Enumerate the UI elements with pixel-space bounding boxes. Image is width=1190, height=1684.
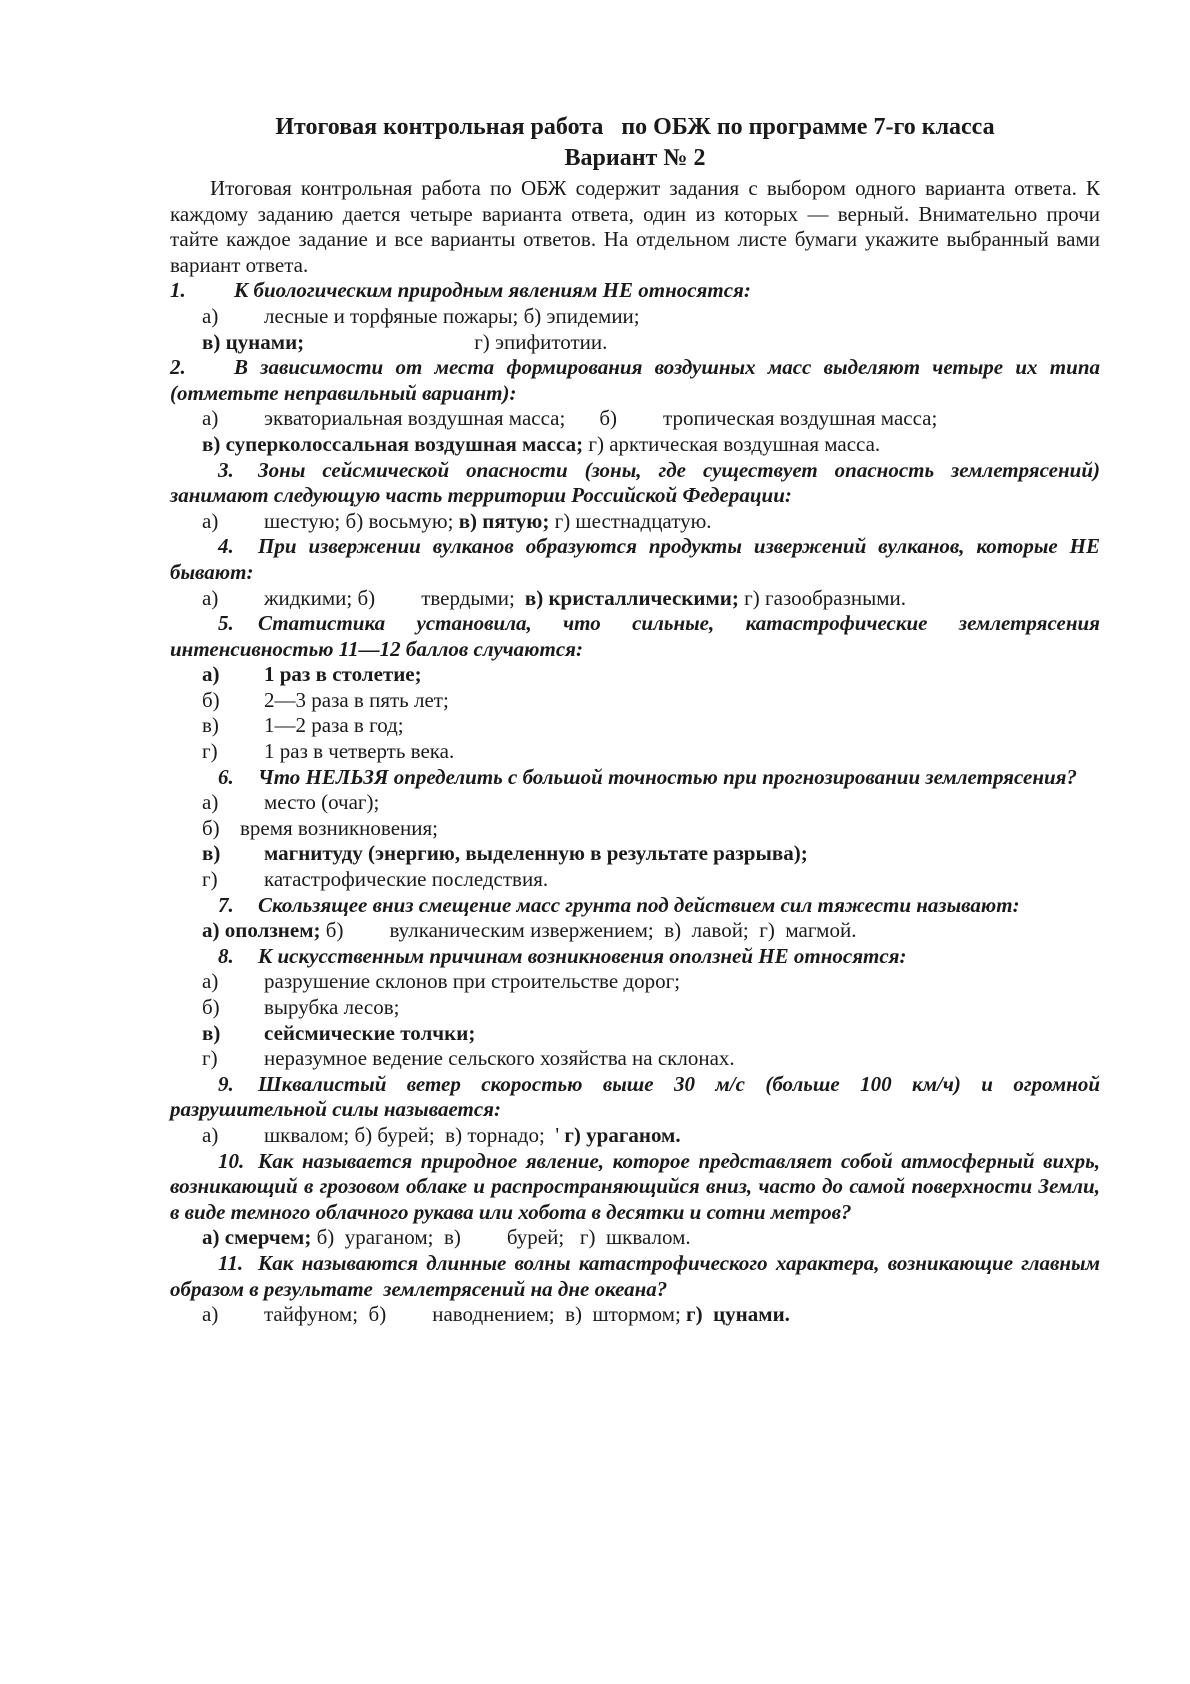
option-text: время возникновения; xyxy=(240,815,439,840)
option-text: г) шестнадцатую. xyxy=(554,508,712,533)
question-text: К биологическим природным явлениям НЕ относятся: xyxy=(234,278,751,303)
option-text: б) эпидемии; xyxy=(523,303,640,328)
option-label: б) xyxy=(357,585,376,610)
question-number: 8. xyxy=(218,943,234,968)
q11-options-line xyxy=(170,1302,1100,1328)
option-label: а) xyxy=(202,585,219,610)
correct-option: в) цунами; xyxy=(202,329,305,354)
question-2 xyxy=(170,355,1100,406)
option-text: разрушение склонов при строительстве дорог; xyxy=(264,969,681,994)
question-11 xyxy=(170,1250,1106,1302)
q5-option-d xyxy=(170,739,1100,765)
question-9 xyxy=(170,1072,1100,1123)
option-text: катастрофические последствия. xyxy=(264,867,549,892)
option-label: а) xyxy=(202,406,219,431)
question-number: 4. xyxy=(218,534,234,559)
q5-option-c xyxy=(170,713,1100,739)
option-text: экваториальная воздушная масса; xyxy=(264,406,566,431)
option-text: шестую; xyxy=(264,508,341,533)
correct-option: а) оползнем; xyxy=(202,918,321,943)
q6-option-c xyxy=(170,841,1100,867)
option-label: б) xyxy=(599,406,618,431)
correct-option: а) смерчем; xyxy=(202,1225,312,1250)
q8-option-b xyxy=(170,995,1100,1021)
title-line-2: Вариант № 2 xyxy=(564,145,706,171)
option-label: г) xyxy=(202,739,218,764)
q5-option-a xyxy=(170,662,1100,688)
option-text: 2—3 раза в пять лет; xyxy=(264,687,449,712)
correct-option: в) суперколоссальная воздушная масса; xyxy=(202,431,584,456)
option-text: наводнением; в) штормом; xyxy=(432,1302,681,1327)
option-text: г) эпифитотии. xyxy=(474,329,608,354)
q1-options-line-1 xyxy=(170,304,1100,330)
q6-option-d xyxy=(170,867,1100,893)
option-text: лесные и торфяные пожары; xyxy=(264,303,519,328)
q6-option-b xyxy=(170,816,1100,842)
question-number: 9. xyxy=(218,1071,234,1096)
option-text: г) газообразными. xyxy=(744,585,907,610)
question-text: Зоны сейсмической опасности (зоны, где существует опасность землетрясений) занимают следующую часть территории Российской Федерации: xyxy=(170,457,1100,508)
option-text: жидкими; xyxy=(264,585,353,610)
option-label: г) xyxy=(202,1046,218,1071)
question-number: 2. xyxy=(170,355,186,380)
option-label: г) xyxy=(202,867,218,892)
question-text: При извержении вулканов образуются продукты извержений вулканов, которые НЕ бывают: xyxy=(170,534,1100,584)
option-label: а) xyxy=(202,790,219,815)
question-8 xyxy=(170,944,1100,970)
question-text: Что НЕЛЬЗЯ определить с большой точностью при прогнозировании землетрясения? xyxy=(258,764,1077,789)
q7-options-line xyxy=(170,918,1100,944)
q1-options-line-2 xyxy=(170,330,1100,356)
option-text: вулканическим извержением; в) лавой; г) магмой. xyxy=(389,918,857,943)
question-text: Статистика установила, что сильные, катастрофические землетрясения интенсивностью 11—12 баллов случаются: xyxy=(170,611,1100,661)
option-label: а) xyxy=(202,303,219,328)
question-number: 5. xyxy=(218,611,234,636)
question-1 xyxy=(170,278,1100,304)
question-number: 6. xyxy=(218,764,234,789)
question-text: Шквалистый ветер скоростью выше 30 м/с (больше 100 км/ч) и огромной разрушительной силы называется: xyxy=(170,1071,1100,1122)
option-label: в) xyxy=(202,841,221,866)
q2-options-line-1 xyxy=(170,406,1100,432)
title-line-1: Итоговая контрольная работа по ОБЖ по программе 7-го класса xyxy=(275,114,995,140)
question-3 xyxy=(170,458,1100,509)
option-label: а) xyxy=(202,508,219,533)
question-10 xyxy=(170,1149,1100,1226)
option-text: б) ураганом; в) xyxy=(316,1225,461,1250)
option-text: б) восьмую; xyxy=(345,508,454,533)
option-label: а) xyxy=(202,1122,219,1147)
option-label: б) xyxy=(202,995,220,1019)
question-7 xyxy=(170,893,1100,919)
question-text: К искусственным причинам возникновения оползней НЕ относятся: xyxy=(258,943,907,968)
question-number: 1. xyxy=(170,278,186,303)
option-text: неразумное ведение сельского хозяйства на склонах. xyxy=(264,1046,735,1071)
q8-option-c xyxy=(170,1021,1100,1047)
question-6 xyxy=(170,765,1100,791)
q8-option-a xyxy=(170,969,1100,995)
question-text: Как называется природное явление, которое представляет собой атмосферный вихрь, возникающий в грозовом облаке и распространяющийся вниз, часто до самой поверхности Земли, в виде темного облачного рукава или хобота в десятки и сотни метров? xyxy=(170,1148,1100,1224)
q9-options-line xyxy=(170,1123,1100,1149)
option-label: б) xyxy=(202,815,220,840)
q10-options-line xyxy=(170,1225,1100,1251)
option-label: б) xyxy=(325,918,344,943)
correct-option: в) кристаллическими; xyxy=(524,585,739,610)
option-label: а) xyxy=(202,1302,219,1327)
option-text: бурей; г) шквалом. xyxy=(506,1225,691,1250)
option-text: г) арктическая воздушная масса. xyxy=(588,431,881,456)
question-text: Как называются длинные волны катастрофического характера, возникающие главным образом в результате землетрясений на дне океана? xyxy=(170,1250,1106,1301)
question-number: 10. xyxy=(218,1148,245,1173)
option-label: а) xyxy=(202,662,220,687)
document-page xyxy=(170,112,1106,1328)
intro-paragraph: Итоговая контрольная работа по ОБЖ содержит задания с выбором одного варианта ответа. К каждому заданию дается четыре варианта ответа, один из которых — верный. Внимательно прочи тайте каждое задание и все варианты ответов. На отдельном листе бумаги укажите выбранный вами вариант ответа. xyxy=(170,176,1100,277)
question-number: 11. xyxy=(218,1250,244,1275)
option-text: 1—2 раза в год; xyxy=(264,713,404,738)
correct-option: г) ураганом. xyxy=(564,1122,681,1147)
option-text: 1 раз в четверть века. xyxy=(264,739,455,764)
q3-options-line xyxy=(170,509,1100,535)
q5-option-b xyxy=(170,688,1100,714)
option-text: место (очаг); xyxy=(264,790,380,815)
correct-option: магнитуду (энергию, выделенную в результате разрыва); xyxy=(264,841,808,866)
option-text: тайфуном; б) xyxy=(264,1302,387,1327)
question-number: 7. xyxy=(218,892,234,917)
option-text: вырубка лесов; xyxy=(264,995,400,1019)
question-4 xyxy=(170,534,1100,585)
option-label: а) xyxy=(202,969,219,994)
option-label: б) xyxy=(202,687,220,712)
option-label: в) xyxy=(202,713,219,738)
option-text: шквалом; б) бурей; в) торнадо; ' xyxy=(264,1122,560,1147)
option-text: твердыми; xyxy=(421,585,515,610)
correct-option: 1 раз в столетие; xyxy=(264,662,422,687)
correct-option: г) цунами. xyxy=(686,1302,790,1327)
option-label: в) xyxy=(202,1020,221,1045)
question-text: В зависимости от места формирования воздушных масс выделяют четыре их типа (отметьте неправильный вариант): xyxy=(170,355,1100,405)
q4-options-line xyxy=(170,586,1100,612)
question-5 xyxy=(170,611,1100,662)
q2-options-line-2 xyxy=(170,432,1100,458)
q6-option-a xyxy=(170,790,1100,816)
correct-option: в) пятую; xyxy=(458,508,550,533)
option-text: тропическая воздушная масса; xyxy=(663,406,938,431)
q8-option-d xyxy=(170,1046,1100,1072)
correct-option: сейсмические толчки; xyxy=(264,1020,476,1045)
question-number: 3. xyxy=(218,457,234,482)
question-text: Скользящее вниз смещение масс грунта под действием сил тяжести называют: xyxy=(258,892,1020,917)
